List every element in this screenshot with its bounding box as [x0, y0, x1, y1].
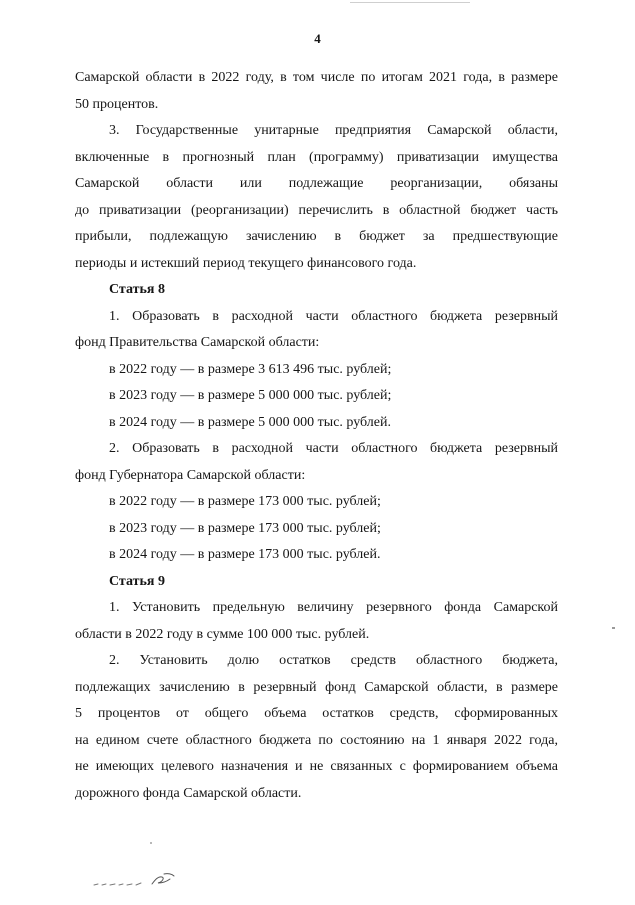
- text-line: в 2023 году — в размере 173 000 тыс. рублей;: [109, 520, 381, 536]
- page-number: 4: [314, 31, 321, 46]
- scan-artifact-top: [350, 2, 470, 3]
- text-line: фонд Правительства Самарской области:: [75, 335, 320, 350]
- text-line: до приватизации (реорганизации) перечислить в областной бюджет часть: [75, 202, 558, 218]
- article-heading: Статья 8: [109, 282, 165, 297]
- text-line: фонд Губернатора Самарской области:: [75, 467, 306, 483]
- text-line: 1. Образовать в расходной части областного бюджета резервный: [109, 308, 558, 324]
- text-line: в 2024 году — в размере 5 000 000 тыс. рублей.: [109, 414, 392, 430]
- text-line: Самарской области в 2022 году, в том числе по итогам 2021 года, в размере: [75, 70, 558, 85]
- text-line: прибыли, подлежащую зачислению в бюджет за предшествующие: [75, 229, 558, 244]
- article-heading: Статья 9: [109, 573, 165, 589]
- text-line: 1. Установить предельную величину резервного фонда Самарской: [109, 600, 558, 615]
- text-line: 2. Установить долю остатков средств областного бюджета,: [109, 653, 558, 668]
- document-body: [75, 65, 558, 807]
- text-line: периоды и истекший период текущего финансового года.: [75, 255, 417, 271]
- text-line: 50 процентов.: [75, 96, 159, 112]
- text-line: на едином счете областного бюджета по состоянию на 1 января 2022 года,: [75, 732, 558, 748]
- text-line: дорожного фонда Самарской области.: [75, 785, 302, 801]
- text-line: включенные в прогнозный план (программу) приватизации имущества: [75, 149, 558, 165]
- text-line: Самарской области или подлежащие реорганизации, обязаны: [75, 176, 558, 191]
- text-line: 5 процентов от общего объема остатков средств, сформированных: [75, 706, 558, 721]
- text-line: 3. Государственные унитарные предприятия Самарской области,: [109, 123, 558, 138]
- scan-artifact-margin: [612, 627, 615, 629]
- text-line: не имеющих целевого назначения и не связанных с формированием объема: [75, 759, 558, 774]
- text-line: в 2023 году — в размере 5 000 000 тыс. рублей;: [109, 388, 392, 403]
- text-line: в 2024 году — в размере 173 000 тыс. рублей.: [109, 547, 381, 562]
- text-line: в 2022 году — в размере 3 613 496 тыс. рублей;: [109, 361, 392, 377]
- text-line: 2. Образовать в расходной части областного бюджета резервный: [109, 441, 558, 456]
- handwritten-mark: [92, 868, 202, 890]
- text-line: области в 2022 году в сумме 100 000 тыс. рублей.: [75, 626, 370, 642]
- text-line: в 2022 году — в размере 173 000 тыс. рублей;: [109, 494, 381, 509]
- scan-artifact-dot: [150, 842, 152, 844]
- text-line: подлежащих зачислению в резервный фонд Самарской области, в размере: [75, 679, 558, 695]
